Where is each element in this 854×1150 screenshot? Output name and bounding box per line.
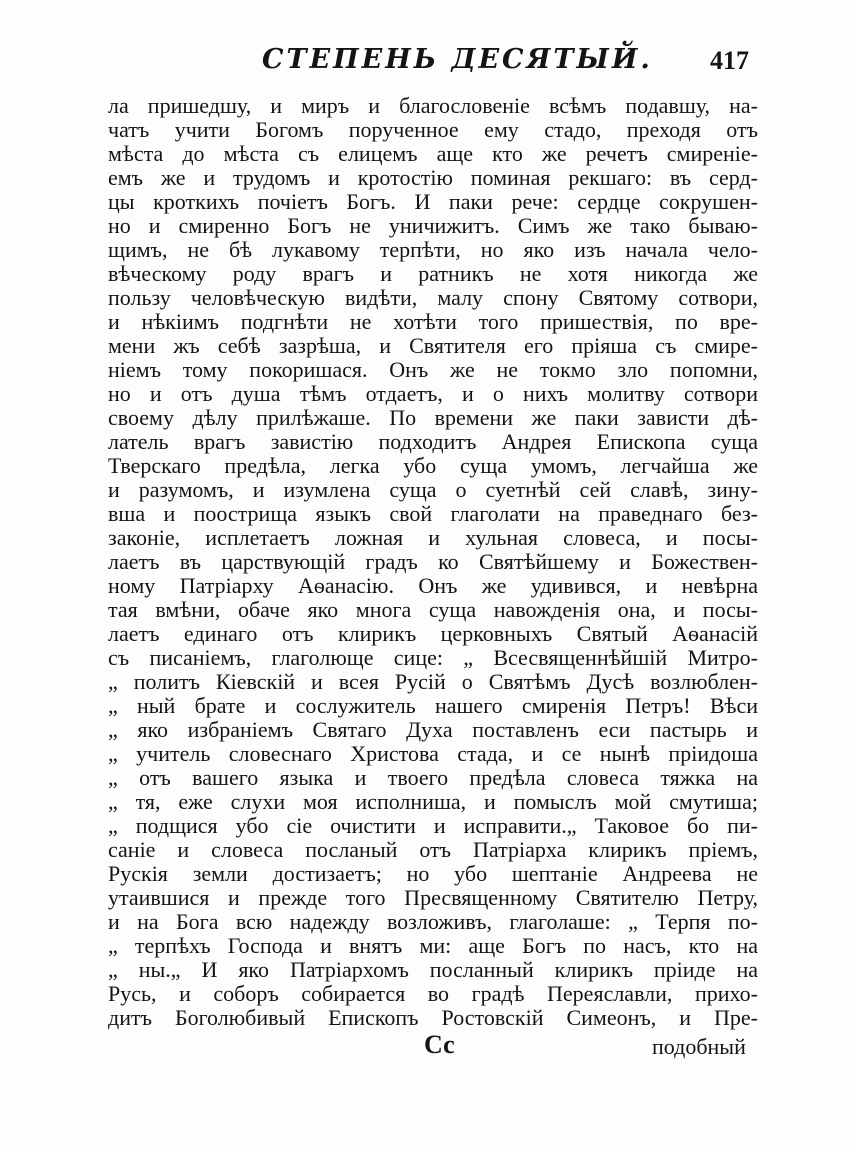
- text-line: Рускія земли достизаетъ; но убо шептаніе Андреева не: [108, 861, 758, 886]
- text-line: „ политъ Кіевскій и всея Русій о Святѣмъ Дусѣ возлюблен-: [108, 669, 758, 694]
- text-line: „ учитель словеснаго Христова стада, и се нынѣ пріидоша: [108, 741, 758, 766]
- text-line: тая вмѣни, обаче яко многа суща навожденія она, и посы-: [108, 597, 758, 622]
- page-footer: [0, 1030, 854, 1070]
- text-line: лаетъ въ царствующій градъ ко Святѣйшему и Божествен-: [108, 549, 758, 574]
- text-line: цы кроткихъ почіетъ Богъ. И паки рече: сердце сокрушен-: [108, 189, 758, 214]
- text-line: Русь, и соборъ собирается во градѣ Переяславли, прихо-: [108, 981, 758, 1006]
- text-line: „ отъ вашего языка и твоего предѣла словеса тяжка на: [108, 765, 758, 790]
- text-line: съ писаніемъ, глаголюще сице: „ Всесвященнѣйшій Митро-: [108, 645, 758, 670]
- text-line: вша и поострища языкъ свой глаголати на праведнаго без-: [108, 501, 758, 526]
- text-line: но и отъ душа тѣмъ отдаетъ, и о нихъ молитву сотвори: [108, 381, 758, 406]
- text-line: „ терпѣхъ Господа и внятъ ми: аще Богъ по насъ, кто на: [108, 933, 758, 958]
- text-line: „ подщися убо сіе очистити и исправити.„ Таковое бо пи-: [108, 813, 758, 838]
- text-line: Тверскаго предѣла, легка убо суща умомъ, легчайша же: [108, 453, 758, 478]
- text-line: ніемъ тому покоришася. Онъ же не токмо зло попомни,: [108, 357, 758, 382]
- text-line: ла пришедшу, и миръ и благословеніе всѣмъ подавшу, на-: [108, 93, 758, 118]
- text-line: „ яко избраніемъ Святаго Духа поставленъ еси пастырь и: [108, 717, 758, 742]
- text-line: и нѣкіимъ подгнѣти не хотѣти того пришествія, по вре-: [108, 309, 758, 334]
- catchword: подобный: [652, 1034, 746, 1059]
- text-line: чатъ учити Богомъ порученное ему стадо, преходя отъ: [108, 117, 758, 142]
- text-line: мѣста до мѣста съ елицемъ аще кто же речетъ смиренiе-: [108, 141, 758, 166]
- text-line: лаетъ единаго отъ клирикъ церковныхъ Святый Аѳанасій: [108, 621, 758, 646]
- text-line: утаившися и прежде того Пресвященному Святителю Петру,: [108, 885, 758, 910]
- text-line: но и смиренно Богъ не уничижитъ. Симъ же тако бываю-: [108, 213, 758, 238]
- text-line: „ тя, еже слухи моя исполниша, и помыслъ мой смутиша;: [108, 789, 758, 814]
- page-number: 417: [710, 46, 749, 75]
- text-line: саніе и словеса посланый отъ Патріарха клирикъ пріемъ,: [108, 837, 758, 862]
- text-line: вѣческому роду врагъ и ратникъ не хотя никогда же: [108, 261, 758, 286]
- text-line: мени жъ себѣ зазрѣша, и Святителя его пріяша съ смире-: [108, 333, 758, 358]
- text-line: пользу человѣческую видѣти, малу спону Святому сотвори,: [108, 285, 758, 310]
- text-line: и на Бога всю надежду возложивъ, глаголаше: „ Терпя по-: [108, 909, 758, 934]
- text-line: щимъ, не бѣ лукавому терпѣти, но яко изъ начала чело-: [108, 237, 758, 262]
- signature-mark: Сс: [424, 1030, 455, 1059]
- text-line: емъ же и трудомъ и кротостію поминая рекшаго: въ серд-: [108, 165, 758, 190]
- text-line: дитъ Боголюбивый Епископъ Ростовскій Симеонъ, и Пре-: [108, 1005, 758, 1030]
- text-line: законіе, исплетаетъ ложная и хульная словеса, и посы-: [108, 525, 758, 550]
- text-line: „ ный брате и сослужитель нашего смиренія Петръ! Вѣси: [108, 693, 758, 718]
- text-line: „ ны.„ И яко Патріархомъ посланный клирикъ пріиде на: [108, 957, 758, 982]
- text-line: своему дѣлу прилѣжаше. По времени же паки зависти дѣ-: [108, 405, 758, 430]
- text-line: и разумомъ, и изумлена суща о суетнѣй сей славѣ, зину-: [108, 477, 758, 502]
- text-line: ному Патріарху Аѳанасію. Онъ же удивився, и невѣрна: [108, 573, 758, 598]
- running-title: СТЕПЕНЬ ДЕСЯТЫЙ.: [262, 44, 653, 75]
- text-line: латель врагъ завистію подходитъ Андрея Епископа суща: [108, 429, 758, 454]
